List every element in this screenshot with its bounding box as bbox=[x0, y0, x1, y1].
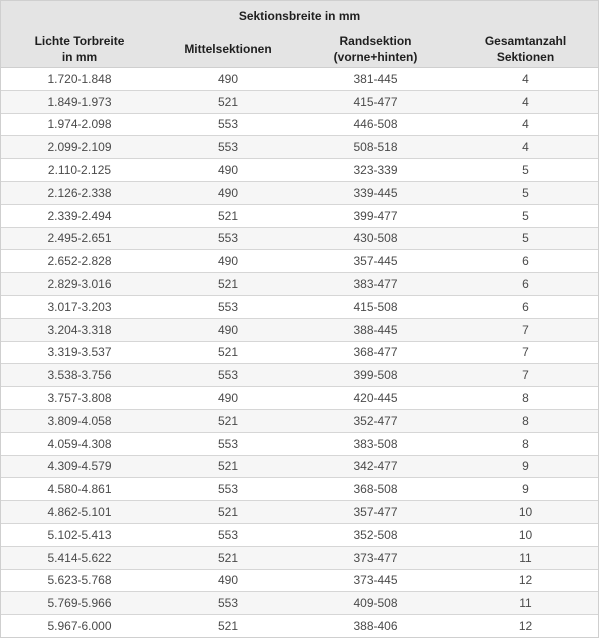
cell-edge-section: 383-477 bbox=[298, 273, 453, 296]
cell-total-sections: 4 bbox=[453, 90, 598, 113]
cell-door-width: 1.849-1.973 bbox=[1, 90, 158, 113]
cell-total-sections: 5 bbox=[453, 159, 598, 182]
cell-total-sections: 8 bbox=[453, 387, 598, 410]
cell-middle-section: 553 bbox=[158, 478, 298, 501]
cell-total-sections: 5 bbox=[453, 227, 598, 250]
column-header-middle-sections bbox=[158, 31, 298, 68]
cell-middle-section: 490 bbox=[158, 318, 298, 341]
cell-door-width: 1.974-2.098 bbox=[1, 113, 158, 136]
table-row bbox=[1, 159, 598, 182]
table-row bbox=[1, 592, 598, 615]
column-header-row bbox=[1, 31, 598, 68]
cell-door-width: 3.757-3.808 bbox=[1, 387, 158, 410]
cell-door-width: 2.126-2.338 bbox=[1, 181, 158, 204]
cell-total-sections: 11 bbox=[453, 592, 598, 615]
column-header-line: Lichte Torbreite bbox=[34, 34, 125, 48]
table-title-row bbox=[1, 1, 598, 31]
column-header-line: Mittelsektionen bbox=[184, 42, 272, 56]
cell-edge-section: 388-445 bbox=[298, 318, 453, 341]
table-row bbox=[1, 90, 598, 113]
table-row bbox=[1, 341, 598, 364]
cell-total-sections: 6 bbox=[453, 250, 598, 273]
cell-middle-section: 490 bbox=[158, 159, 298, 182]
column-header-line: (vorne+hinten) bbox=[333, 50, 418, 64]
cell-edge-section: 415-508 bbox=[298, 295, 453, 318]
cell-total-sections: 10 bbox=[453, 501, 598, 524]
cell-door-width: 5.623-5.768 bbox=[1, 569, 158, 592]
cell-edge-section: 357-445 bbox=[298, 250, 453, 273]
table-row bbox=[1, 318, 598, 341]
cell-door-width: 5.414-5.622 bbox=[1, 546, 158, 569]
cell-total-sections: 10 bbox=[453, 523, 598, 546]
cell-door-width: 2.652-2.828 bbox=[1, 250, 158, 273]
cell-middle-section: 490 bbox=[158, 181, 298, 204]
cell-middle-section: 553 bbox=[158, 592, 298, 615]
table-body bbox=[1, 68, 598, 637]
column-header-edge-section bbox=[298, 31, 453, 68]
cell-total-sections: 9 bbox=[453, 478, 598, 501]
table-row bbox=[1, 569, 598, 592]
cell-door-width: 2.110-2.125 bbox=[1, 159, 158, 182]
table-row bbox=[1, 227, 598, 250]
cell-middle-section: 490 bbox=[158, 68, 298, 91]
cell-door-width: 2.829-3.016 bbox=[1, 273, 158, 296]
cell-door-width: 5.967-6.000 bbox=[1, 615, 158, 637]
cell-edge-section: 368-508 bbox=[298, 478, 453, 501]
cell-door-width: 3.319-3.537 bbox=[1, 341, 158, 364]
cell-middle-section: 521 bbox=[158, 204, 298, 227]
cell-door-width: 5.102-5.413 bbox=[1, 523, 158, 546]
cell-middle-section: 521 bbox=[158, 273, 298, 296]
cell-door-width: 3.538-3.756 bbox=[1, 364, 158, 387]
cell-total-sections: 9 bbox=[453, 455, 598, 478]
cell-edge-section: 373-445 bbox=[298, 569, 453, 592]
cell-total-sections: 5 bbox=[453, 204, 598, 227]
cell-total-sections: 8 bbox=[453, 409, 598, 432]
table-row bbox=[1, 364, 598, 387]
cell-middle-section: 553 bbox=[158, 227, 298, 250]
table-row bbox=[1, 523, 598, 546]
cell-door-width: 3.809-4.058 bbox=[1, 409, 158, 432]
cell-total-sections: 7 bbox=[453, 364, 598, 387]
table-row bbox=[1, 455, 598, 478]
cell-middle-section: 521 bbox=[158, 615, 298, 637]
cell-edge-section: 352-477 bbox=[298, 409, 453, 432]
table-row bbox=[1, 250, 598, 273]
cell-door-width: 5.769-5.966 bbox=[1, 592, 158, 615]
cell-middle-section: 490 bbox=[158, 569, 298, 592]
column-header-line: Randsektion bbox=[339, 34, 412, 48]
cell-total-sections: 6 bbox=[453, 295, 598, 318]
cell-middle-section: 553 bbox=[158, 136, 298, 159]
cell-middle-section: 553 bbox=[158, 295, 298, 318]
cell-edge-section: 399-508 bbox=[298, 364, 453, 387]
cell-middle-section: 553 bbox=[158, 364, 298, 387]
column-header-line: in mm bbox=[61, 50, 98, 64]
table-row bbox=[1, 432, 598, 455]
table-row bbox=[1, 501, 598, 524]
table-header bbox=[1, 1, 598, 68]
cell-door-width: 4.059-4.308 bbox=[1, 432, 158, 455]
table-row bbox=[1, 615, 598, 637]
cell-edge-section: 381-445 bbox=[298, 68, 453, 91]
table-title: Sektionsbreite in mm bbox=[1, 1, 598, 31]
cell-total-sections: 7 bbox=[453, 341, 598, 364]
table-row bbox=[1, 181, 598, 204]
cell-edge-section: 342-477 bbox=[298, 455, 453, 478]
table-row bbox=[1, 409, 598, 432]
cell-total-sections: 5 bbox=[453, 181, 598, 204]
table-row bbox=[1, 68, 598, 91]
cell-edge-section: 323-339 bbox=[298, 159, 453, 182]
cell-edge-section: 388-406 bbox=[298, 615, 453, 637]
cell-door-width: 3.204-3.318 bbox=[1, 318, 158, 341]
table-row bbox=[1, 113, 598, 136]
section-width-table bbox=[1, 1, 598, 637]
cell-middle-section: 521 bbox=[158, 90, 298, 113]
cell-total-sections: 12 bbox=[453, 569, 598, 592]
cell-door-width: 3.017-3.203 bbox=[1, 295, 158, 318]
cell-door-width: 4.309-4.579 bbox=[1, 455, 158, 478]
cell-door-width: 2.495-2.651 bbox=[1, 227, 158, 250]
cell-edge-section: 399-477 bbox=[298, 204, 453, 227]
cell-door-width: 4.580-4.861 bbox=[1, 478, 158, 501]
column-header-line: Gesamtanzahl bbox=[484, 34, 567, 48]
cell-total-sections: 12 bbox=[453, 615, 598, 637]
table-row bbox=[1, 478, 598, 501]
cell-middle-section: 553 bbox=[158, 113, 298, 136]
cell-edge-section: 446-508 bbox=[298, 113, 453, 136]
table-row bbox=[1, 204, 598, 227]
cell-total-sections: 4 bbox=[453, 68, 598, 91]
cell-middle-section: 553 bbox=[158, 432, 298, 455]
table-row bbox=[1, 295, 598, 318]
cell-total-sections: 4 bbox=[453, 136, 598, 159]
cell-middle-section: 521 bbox=[158, 546, 298, 569]
cell-middle-section: 521 bbox=[158, 455, 298, 478]
table-row bbox=[1, 136, 598, 159]
cell-middle-section: 553 bbox=[158, 523, 298, 546]
cell-edge-section: 352-508 bbox=[298, 523, 453, 546]
table-row bbox=[1, 387, 598, 410]
cell-edge-section: 373-477 bbox=[298, 546, 453, 569]
cell-edge-section: 368-477 bbox=[298, 341, 453, 364]
cell-edge-section: 508-518 bbox=[298, 136, 453, 159]
cell-middle-section: 521 bbox=[158, 341, 298, 364]
cell-edge-section: 357-477 bbox=[298, 501, 453, 524]
cell-total-sections: 8 bbox=[453, 432, 598, 455]
table-row bbox=[1, 546, 598, 569]
cell-door-width: 4.862-5.101 bbox=[1, 501, 158, 524]
column-header-total-sections bbox=[453, 31, 598, 68]
cell-middle-section: 490 bbox=[158, 387, 298, 410]
column-header-door-width bbox=[1, 31, 158, 68]
table-row bbox=[1, 273, 598, 296]
column-header-line: Sektionen bbox=[496, 50, 555, 64]
cell-total-sections: 4 bbox=[453, 113, 598, 136]
cell-middle-section: 521 bbox=[158, 409, 298, 432]
cell-middle-section: 521 bbox=[158, 501, 298, 524]
cell-middle-section: 490 bbox=[158, 250, 298, 273]
cell-edge-section: 409-508 bbox=[298, 592, 453, 615]
cell-total-sections: 7 bbox=[453, 318, 598, 341]
cell-total-sections: 6 bbox=[453, 273, 598, 296]
cell-total-sections: 11 bbox=[453, 546, 598, 569]
cell-door-width: 2.099-2.109 bbox=[1, 136, 158, 159]
cell-door-width: 2.339-2.494 bbox=[1, 204, 158, 227]
cell-door-width: 1.720-1.848 bbox=[1, 68, 158, 91]
cell-edge-section: 430-508 bbox=[298, 227, 453, 250]
cell-edge-section: 420-445 bbox=[298, 387, 453, 410]
cell-edge-section: 383-508 bbox=[298, 432, 453, 455]
cell-edge-section: 339-445 bbox=[298, 181, 453, 204]
cell-edge-section: 415-477 bbox=[298, 90, 453, 113]
